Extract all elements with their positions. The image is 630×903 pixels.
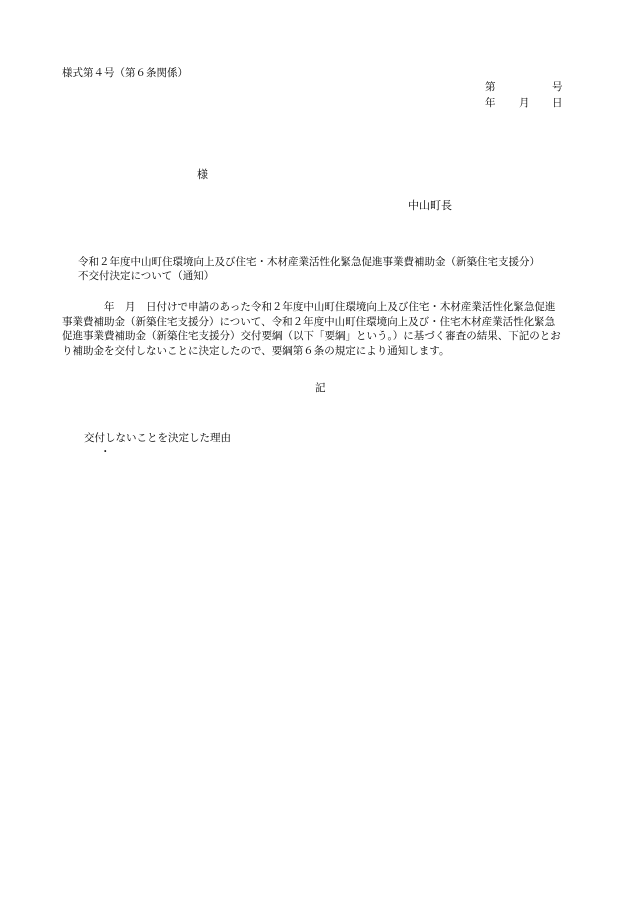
document-title: [78, 255, 540, 283]
body-paragraph: [62, 300, 572, 358]
addressee: 様: [197, 168, 208, 181]
date-year: 年: [485, 97, 496, 109]
document-number-suffix: 号: [552, 81, 563, 93]
ki-heading: 記: [315, 382, 326, 394]
body-line-3: 促進事業費補助金（新築住宅支援分）交付要綱（以下「要綱」という。）に基づく審査の結果、下記のとお: [62, 330, 561, 342]
body-line-4: り補助金を交付しないことに決定したので、要綱第６条の規定により通知します。: [62, 344, 450, 357]
reason-label: 交付しないことを決定した理由: [84, 432, 231, 444]
title-line-2: 不交付決定について（通知）: [78, 270, 215, 282]
document-number-prefix: 第: [485, 81, 496, 93]
date-day: 日: [552, 97, 563, 109]
body-line-1: 年 月 日付けで申請のあった令和２年度中山町住環境向上及び住宅・木材産業活性化緊急促進: [62, 301, 556, 313]
body-line-2: 事業費補助金（新築住宅支援分）について、令和２年度中山町住環境向上及び・住宅木材産業活性化緊急: [62, 315, 556, 328]
title-line-1: 令和２年度中山町住環境向上及び住宅・木材産業活性化緊急促進事業費補助金（新築住宅支援分）: [78, 256, 540, 268]
reason-bullet: ・: [100, 446, 111, 458]
issuer-name: 中山町長: [408, 199, 452, 212]
form-number-label: 様式第４号（第６条関係）: [62, 67, 188, 79]
date-month: 月: [519, 97, 530, 109]
